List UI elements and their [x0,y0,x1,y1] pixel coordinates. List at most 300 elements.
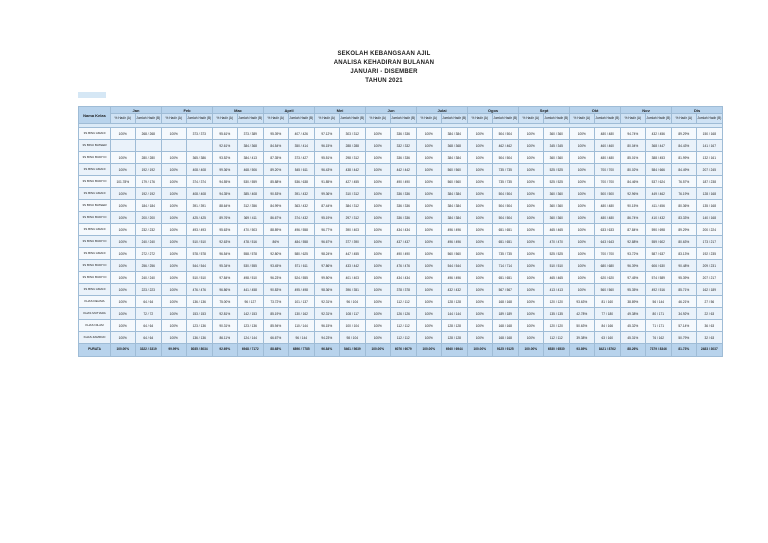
percent-cell: 100% [570,272,595,284]
count-cell: 401 / 403 [339,272,366,284]
count-cell: 560 / 560 [441,248,468,260]
percent-cell: 100% [417,188,442,200]
percent-cell: 100% [570,140,595,152]
count-cell: 496 / 496 [441,272,468,284]
percent-cell: 100% [162,236,187,248]
percent-cell: 42.78% [570,308,595,320]
percent-cell: 95.63% [213,224,238,236]
percent-cell: 100% [468,164,493,176]
table-row [79,272,723,284]
count-cell [186,140,213,152]
percent-cell: 100% [417,128,442,140]
percent-cell: 100% [111,296,136,308]
percent-cell: 98.36% [315,284,340,296]
percent-cell: 45.31% [621,332,646,344]
percent-cell: 96.43% [315,164,340,176]
count-cell: 223 / 223 [135,284,162,296]
count-cell: 350 / 414 [288,140,315,152]
percent-cell: 100% [366,236,391,248]
count-cell: 136 / 136 [186,296,213,308]
percent-cell: 100% [519,164,544,176]
percent-cell: 99.36% [315,188,340,200]
percent-cell: 90.53% [264,188,289,200]
school-name: SEKOLAH KEBANGSAAN AJIL [337,51,431,57]
count-cell: 373 / 427 [288,152,315,164]
total-count-cell: 6530 / 6530 [543,344,570,357]
percent-cell: 100% [468,248,493,260]
percent-cell: 83.13% [672,248,697,260]
percent-cell: 100% [468,296,493,308]
class-name-cell: 3S BINU AMANI [79,188,111,200]
count-cell: 96 / 127 [237,296,264,308]
class-name-cell: 3S BINU AMANI [79,164,111,176]
percent-cell: 100% [366,176,391,188]
percent-cell: 84.46% [621,176,646,188]
percent-cell: 100% [417,236,442,248]
percent-cell: 46.21% [672,296,697,308]
percent-cell: 100% [519,248,544,260]
percent-cell: 100% [162,308,187,320]
percent-cell: 94.35% [213,188,238,200]
count-cell: 495 / 498 [288,284,315,296]
percent-cell [162,140,187,152]
count-cell: 168 / 168 [492,296,519,308]
total-percent-cell: 92.69% [213,344,238,357]
count-cell: 374 / 374 [186,176,213,188]
percent-cell: 86% [264,236,289,248]
count-cell: 200 / 224 [696,224,723,236]
count-cell: 101 / 137 [288,296,315,308]
percent-cell: 100% [570,164,595,176]
total-count-cell: 9125 / 9125 [492,344,519,357]
table-row [79,260,723,272]
percent-cell: 85.94% [264,320,289,332]
count-cell: 504 / 504 [492,212,519,224]
percent-cell: 100% [468,224,493,236]
class-name-cell: 3S BINU AMANI [79,248,111,260]
count-cell: 496 / 496 [441,224,468,236]
count-cell: 162 / 189 [696,284,723,296]
report-header [0,50,768,86]
count-cell: 100 / 104 [339,320,366,332]
count-cell: 192 / 192 [135,164,162,176]
percent-cell: 100% [162,224,187,236]
count-cell: 390 / 403 [339,224,366,236]
count-cell: 470 / 470 [543,236,570,248]
count-cell: 525 / 525 [543,248,570,260]
percent-cell: 49.38% [621,308,646,320]
table-row [79,308,723,320]
percent-cell: 100% [366,308,391,320]
count-cell: 559 / 602 [645,236,672,248]
percent-cell: 100% [417,164,442,176]
table-row [79,320,723,332]
count-cell: 544 / 544 [186,260,213,272]
count-cell: 504 / 504 [492,128,519,140]
count-cell: 365 / 386 [186,152,213,164]
count-cell: 432 / 432 [441,284,468,296]
count-cell: 447 / 455 [339,248,366,260]
count-cell: 388 / 453 [645,152,672,164]
count-cell: 64 / 64 [135,320,162,332]
count-cell: 384 / 384 [441,188,468,200]
report-title: ANALISA KEHADIRAN BULANAN [333,60,435,66]
count-cell: 32 / 63 [696,332,723,344]
percent-cell: 100% [468,140,493,152]
percent-cell: 80.02% [621,164,646,176]
percent-cell: 93.52% [213,152,238,164]
count-cell: 112 / 112 [390,332,417,344]
percent-cell: 100% [570,188,595,200]
count-cell: 112 / 112 [543,332,570,344]
count-cell: 36 / 63 [696,320,723,332]
count-cell: 120 / 120 [543,296,570,308]
month-header: Nov [621,107,672,114]
count-cell: 476 / 476 [390,260,417,272]
count-cell: 476 / 476 [186,284,213,296]
count-cell: 124 / 144 [237,332,264,344]
count-cell: 651 / 651 [492,272,519,284]
count-cell: 437 / 437 [390,236,417,248]
count-cell: 22 / 63 [696,308,723,320]
percent-cell: 92.61% [213,140,238,152]
count-cell: 584 / 666 [645,164,672,176]
percent-cell: 80.63% [672,236,697,248]
count-cell: 510 / 510 [186,236,213,248]
count-cell: 142 / 153 [237,308,264,320]
count-cell: 110 / 144 [288,320,315,332]
count-cell: 336 / 336 [390,152,417,164]
percent-cell: 100% [417,176,442,188]
count-cell: 272 / 272 [135,248,162,260]
table-row [79,200,723,212]
count-header: Jumlah Hadir (B) [288,114,315,124]
percent-header: % Hadir (A) [417,114,442,124]
percent-cell: 100% [468,128,493,140]
count-cell: 128 / 128 [441,296,468,308]
count-cell: 378 / 378 [390,284,417,296]
percent-cell: 100% [468,284,493,296]
percent-cell: 100% [570,200,595,212]
percent-cell: 91.85% [315,176,340,188]
percent-cell: 92.81% [213,308,238,320]
percent-cell: 100% [162,152,187,164]
percent-cell: 100% [417,212,442,224]
table-row [79,284,723,296]
count-cell: 620 / 620 [594,272,621,284]
count-cell: 200 / 200 [135,212,162,224]
class-name-cell: 3S BINU AMANI [79,128,111,140]
percent-cell: 100% [570,248,595,260]
count-cell: 27 / 56 [696,296,723,308]
percent-cell: 86.11% [213,332,238,344]
count-cell: 460 / 460 [594,140,621,152]
count-cell: 567 / 567 [492,284,519,296]
count-header: Jumlah Hadir (B) [645,114,672,124]
count-cell: 140 / 168 [696,212,723,224]
count-cell: 209 / 231 [696,260,723,272]
percent-cell: 100% [162,296,187,308]
percent-cell: 100% [162,248,187,260]
total-percent-cell: 96.84% [315,344,340,357]
percent-cell: 80.36% [672,200,697,212]
percent-cell: 100% [162,212,187,224]
percent-cell: 57.14% [672,320,697,332]
report-period: JANUARI - DISEMBER [350,69,418,75]
percent-cell: 90.48% [672,260,697,272]
count-cell: 396 / 351 [339,284,366,296]
table-row [79,248,723,260]
count-cell: 128 / 128 [441,332,468,344]
percent-cell: 100% [162,200,187,212]
class-name-cell: KHAS NILAM [79,320,111,332]
class-column-header: Nama Kelas [79,107,111,124]
percent-cell: 100% [570,128,595,140]
percent-cell [111,140,136,152]
percent-cell: 100% [417,200,442,212]
count-cell: 345 / 345 [543,140,570,152]
percent-header: % Hadir (A) [672,114,697,124]
count-cell: 510 / 510 [543,260,570,272]
percent-header: % Hadir (A) [366,114,391,124]
count-cell: 465 / 465 [543,272,570,284]
percent-cell: 100% [417,320,442,332]
count-cell: 336 / 336 [390,200,417,212]
total-count-cell: 6948 / 7172 [237,344,264,357]
table-row [79,140,723,152]
percent-cell: 93.63% [570,296,595,308]
percent-cell: 100% [570,284,595,296]
percent-cell: 95.39% [672,272,697,284]
count-cell: 490 / 490 [390,248,417,260]
percent-cell: 100% [162,272,187,284]
count-cell: 433 / 442 [339,260,366,272]
count-cell: 363 / 432 [288,200,315,212]
count-cell: 484 / 558 [288,236,315,248]
percent-cell: 86.74% [621,212,646,224]
percent-cell: 100% [162,260,187,272]
count-cell: 332 / 332 [390,140,417,152]
month-header: Okt [570,107,621,114]
class-name-cell: 3S BINU BUDIYO [79,152,111,164]
percent-cell: 92.63% [213,236,238,248]
percent-cell: 100% [111,152,136,164]
count-cell: 384 / 312 [339,200,366,212]
percent-cell: 98.24% [315,248,340,260]
count-cell: 298 / 312 [339,152,366,164]
count-header: Jumlah Hadir (B) [135,114,162,124]
percent-cell: 81.99% [672,152,697,164]
percent-cell: 92.96% [621,188,646,200]
count-cell: 150 / 168 [696,128,723,140]
count-cell: 377 / 390 [339,236,366,248]
table-row [79,236,723,248]
count-cell: 310 / 312 [339,188,366,200]
count-cell: 441 / 458 [237,284,264,296]
count-header: Jumlah Hadir (B) [237,114,264,124]
count-cell: 504 / 504 [492,188,519,200]
percent-cell: 100% [366,296,391,308]
percent-cell: 100% [519,200,544,212]
percent-cell: 100% [468,308,493,320]
count-cell: 643 / 643 [594,236,621,248]
percent-cell: 100% [417,260,442,272]
percent-cell: 100% [111,200,136,212]
count-cell: 64 / 64 [135,296,162,308]
percent-cell: 38.89% [621,296,646,308]
count-header: Jumlah Hadir (B) [696,114,723,124]
percent-cell: 100% [366,332,391,344]
count-cell: 427 / 455 [339,176,366,188]
count-cell: 560 / 560 [594,284,621,296]
month-header: Mac [213,107,264,114]
percent-cell: 100% [519,224,544,236]
table-row [79,332,723,344]
percent-cell: 99.50% [315,272,340,284]
percent-cell: 100% [111,332,136,344]
count-cell: 84 / 166 [594,320,621,332]
class-name-cell: 3S BINU AMANI [79,284,111,296]
class-name-cell: 3S BINU BUDIYO [79,236,111,248]
percent-cell: 100% [570,212,595,224]
count-cell: 735 / 735 [492,176,519,188]
count-cell: 480 / 480 [594,200,621,212]
percent-cell: 100% [366,248,391,260]
total-count-cell: 2483 / 3037 [696,344,723,357]
percent-header: % Hadir (A) [315,114,340,124]
count-cell: 510 / 510 [186,272,213,284]
percent-cell: 100% [519,128,544,140]
count-cell: 411 / 456 [645,200,672,212]
percent-cell: 96.23% [264,272,289,284]
month-header: Feb [162,107,213,114]
total-percent-cell: 88.26% [621,344,646,357]
count-cell: 560 / 560 [441,176,468,188]
count-cell: 407 / 426 [288,128,315,140]
count-cell: 373 / 389 [237,128,264,140]
count-cell: 135 / 135 [543,308,570,320]
count-cell: 130 / 162 [288,308,315,320]
count-cell: 391 / 391 [186,200,213,212]
percent-cell: 39.38% [570,332,595,344]
count-cell: 560 / 560 [441,164,468,176]
count-cell: 385 / 408 [237,188,264,200]
count-cell: 478 / 516 [237,236,264,248]
percent-cell: 100% [519,332,544,344]
month-header: Sept [519,107,570,114]
percent-cell: 87.84% [621,224,646,236]
count-cell: 493 / 493 [186,224,213,236]
count-header: Jumlah Hadir (B) [543,114,570,124]
percent-cell: 100% [366,320,391,332]
class-name-cell: 3S BINU BUDIYO [79,260,111,272]
sheet-tag [78,92,106,98]
count-cell: 391 / 432 [288,188,315,200]
table-row [79,176,723,188]
percent-cell: 83.33% [672,212,697,224]
class-name-cell: 3S BINU BUDIYO [79,176,111,188]
percent-cell: 100% [366,212,391,224]
count-cell: 462 / 462 [492,140,519,152]
total-count-cell: 6940 / 6944 [441,344,468,357]
percent-cell: 85.01% [621,152,646,164]
count-cell: 168 / 168 [492,332,519,344]
percent-cell: 100% [519,140,544,152]
month-header: Mei [315,107,366,114]
count-cell: 544 / 544 [441,260,468,272]
percent-header: % Hadir (A) [111,114,136,124]
table-row [79,188,723,200]
count-cell: 120 / 120 [543,320,570,332]
percent-cell: 96.54% [213,248,238,260]
count-cell: 537 / 624 [645,176,672,188]
percent-cell: 87.35% [264,152,289,164]
percent-header: % Hadir (A) [468,114,493,124]
percent-cell: 100% [519,284,544,296]
percent-cell: 66.67% [264,332,289,344]
percent-cell: 100% [417,296,442,308]
percent-cell: 95.61% [213,128,238,140]
percent-cell: 100% [468,272,493,284]
class-name-cell: 3S BINU BUDIYO [79,272,111,284]
count-cell: 297 / 312 [339,212,366,224]
count-cell: 580 / 625 [288,248,315,260]
month-header: Jan [111,107,162,114]
class-name-cell: 3S BINU AMANI [79,224,111,236]
percent-cell: 100% [417,140,442,152]
count-cell: 558 / 578 [237,248,264,260]
percent-cell: 100% [417,248,442,260]
count-cell: 496 / 558 [288,224,315,236]
count-cell: 144 / 144 [441,308,468,320]
class-name-cell: KHAS MUTIARA [79,308,111,320]
percent-cell: 90.15% [621,200,646,212]
percent-cell: 100% [111,188,136,200]
count-cell: 425 / 425 [186,212,213,224]
count-cell: 240 / 240 [135,236,162,248]
class-name-cell: KHAS ZAMRUD [79,332,111,344]
percent-cell: 50.79% [672,332,697,344]
percent-cell: 99.36% [213,164,238,176]
percent-cell: 96.86% [213,284,238,296]
percent-cell: 95.19% [315,212,340,224]
attendance-table [78,106,723,357]
count-cell: 525 / 525 [543,176,570,188]
percent-cell: 96.67% [315,236,340,248]
percent-cell: 89.29% [672,224,697,236]
count-cell: 373 / 373 [186,128,213,140]
percent-cell: 100% [519,260,544,272]
total-count-cell: 3322 / 3319 [135,344,162,357]
count-cell: 408 / 408 [186,188,213,200]
percent-cell: 100% [519,236,544,248]
count-cell: 504 / 504 [492,152,519,164]
percent-cell: 86.67% [264,212,289,224]
count-cell: 189 / 189 [492,308,519,320]
count-cell: 64 / 64 [135,332,162,344]
percent-cell: 100% [519,296,544,308]
percent-cell: 73.72% [264,296,289,308]
count-cell: 438 / 442 [339,164,366,176]
percent-cell: 100% [468,152,493,164]
total-count-cell: 8421 / 8762 [594,344,621,357]
percent-cell: 100% [519,320,544,332]
count-cell: 312 / 356 [237,200,264,212]
percent-cell: 100% [111,212,136,224]
total-percent-cell: 88.68% [264,344,289,357]
count-cell: 153 / 153 [186,308,213,320]
count-cell: 735 / 735 [492,164,519,176]
